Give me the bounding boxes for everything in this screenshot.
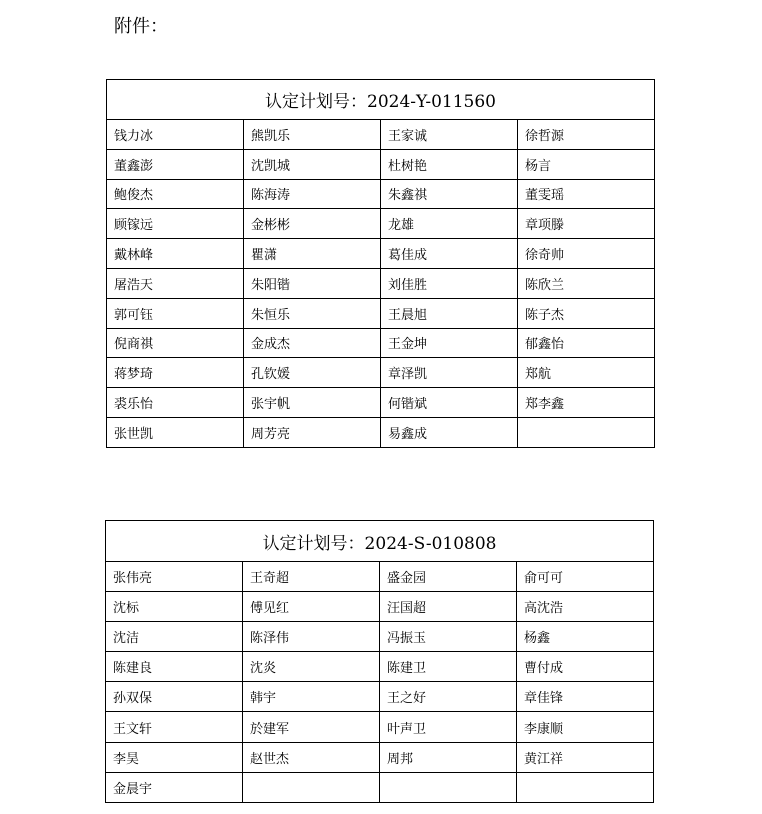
name-cell: 孙双保 bbox=[106, 682, 243, 712]
name-cell: 龙雄 bbox=[381, 209, 518, 239]
name-cell: 曹付成 bbox=[517, 652, 654, 682]
name-cell: 周芳亮 bbox=[244, 417, 381, 447]
name-cell: 杨言 bbox=[518, 149, 655, 179]
name-cell: 何锴斌 bbox=[381, 388, 518, 418]
name-cell: 朱阳锴 bbox=[244, 268, 381, 298]
table-row bbox=[106, 562, 654, 592]
table-row bbox=[106, 712, 654, 742]
name-cell: 董鑫澎 bbox=[107, 149, 244, 179]
table-row bbox=[107, 358, 655, 388]
name-cell: 王奇超 bbox=[243, 562, 380, 592]
table-row bbox=[107, 179, 655, 209]
name-cell: 章泽凯 bbox=[381, 358, 518, 388]
name-cell bbox=[380, 772, 517, 802]
name-cell: 黄江祥 bbox=[517, 742, 654, 772]
name-cell: 冯振玉 bbox=[380, 622, 517, 652]
name-cell: 张世凯 bbox=[107, 417, 244, 447]
table-row bbox=[106, 742, 654, 772]
table-row bbox=[107, 239, 655, 269]
name-cell: 刘佳胜 bbox=[381, 268, 518, 298]
name-cell: 陈泽伟 bbox=[243, 622, 380, 652]
name-cell: 周邦 bbox=[380, 742, 517, 772]
name-cell: 李康顺 bbox=[517, 712, 654, 742]
name-cell: 屠浩天 bbox=[107, 268, 244, 298]
name-cell: 於建军 bbox=[243, 712, 380, 742]
name-cell: 沈洁 bbox=[106, 622, 243, 652]
name-cell: 赵世杰 bbox=[243, 742, 380, 772]
name-cell: 葛佳成 bbox=[381, 239, 518, 269]
name-cell: 沈炎 bbox=[243, 652, 380, 682]
name-cell: 俞可可 bbox=[517, 562, 654, 592]
name-cell: 陈欣兰 bbox=[518, 268, 655, 298]
name-cell: 沈凯城 bbox=[244, 149, 381, 179]
name-cell: 金彬彬 bbox=[244, 209, 381, 239]
table-row bbox=[107, 268, 655, 298]
plan-table-1-title: 认定计划号：2024-Y-011560 bbox=[107, 80, 655, 120]
name-cell: 董雯瑶 bbox=[518, 179, 655, 209]
name-cell: 陈海涛 bbox=[244, 179, 381, 209]
name-cell: 裘乐怡 bbox=[107, 388, 244, 418]
name-cell: 叶声卫 bbox=[380, 712, 517, 742]
name-cell: 王金坤 bbox=[381, 328, 518, 358]
name-cell: 蒋梦琦 bbox=[107, 358, 244, 388]
name-cell: 汪国超 bbox=[380, 592, 517, 622]
name-cell: 郑李鑫 bbox=[518, 388, 655, 418]
name-cell: 章项滕 bbox=[518, 209, 655, 239]
table-row bbox=[106, 592, 654, 622]
plan-table-2-title: 认定计划号：2024-S-010808 bbox=[106, 521, 654, 562]
name-cell: 高沈浩 bbox=[517, 592, 654, 622]
table-row bbox=[107, 328, 655, 358]
table-row bbox=[106, 652, 654, 682]
table-row bbox=[107, 120, 655, 150]
name-cell: 王之好 bbox=[380, 682, 517, 712]
table-row bbox=[106, 772, 654, 802]
name-cell bbox=[243, 772, 380, 802]
name-cell: 陈建卫 bbox=[380, 652, 517, 682]
name-cell: 傅见红 bbox=[243, 592, 380, 622]
table-row bbox=[106, 682, 654, 712]
table-row bbox=[107, 209, 655, 239]
table-row bbox=[107, 388, 655, 418]
name-cell: 陈子杰 bbox=[518, 298, 655, 328]
name-cell: 熊凯乐 bbox=[244, 120, 381, 150]
name-cell: 鲍俊杰 bbox=[107, 179, 244, 209]
name-cell: 瞿潇 bbox=[244, 239, 381, 269]
name-cell: 朱恒乐 bbox=[244, 298, 381, 328]
name-cell: 金晨宇 bbox=[106, 772, 243, 802]
plan-table-2-header bbox=[106, 521, 654, 562]
plan-table-1-body bbox=[107, 120, 655, 448]
name-cell: 杨鑫 bbox=[517, 622, 654, 652]
name-cell: 易鑫成 bbox=[381, 417, 518, 447]
name-cell: 顾镓远 bbox=[107, 209, 244, 239]
plan-table-1 bbox=[106, 79, 655, 448]
name-cell: 杜树艳 bbox=[381, 149, 518, 179]
plan-table-1-header bbox=[107, 80, 655, 120]
name-cell: 孔钦媛 bbox=[244, 358, 381, 388]
table-row bbox=[107, 417, 655, 447]
name-cell: 徐哲源 bbox=[518, 120, 655, 150]
name-cell: 沈标 bbox=[106, 592, 243, 622]
name-cell: 盛金园 bbox=[380, 562, 517, 592]
name-cell: 郁鑫怡 bbox=[518, 328, 655, 358]
name-cell: 王晨旭 bbox=[381, 298, 518, 328]
name-cell: 倪商祺 bbox=[107, 328, 244, 358]
name-cell: 王家诚 bbox=[381, 120, 518, 150]
name-cell: 章佳锋 bbox=[517, 682, 654, 712]
name-cell: 朱鑫祺 bbox=[381, 179, 518, 209]
table-row bbox=[107, 149, 655, 179]
name-cell: 郭可钰 bbox=[107, 298, 244, 328]
name-cell: 韩宇 bbox=[243, 682, 380, 712]
table-row bbox=[107, 298, 655, 328]
name-cell: 张伟亮 bbox=[106, 562, 243, 592]
plan-table-2 bbox=[105, 520, 654, 803]
name-cell: 郑航 bbox=[518, 358, 655, 388]
name-cell: 钱力冰 bbox=[107, 120, 244, 150]
name-cell: 李昊 bbox=[106, 742, 243, 772]
name-cell bbox=[518, 417, 655, 447]
name-cell: 金成杰 bbox=[244, 328, 381, 358]
name-cell bbox=[517, 772, 654, 802]
attachment-label: 附件： bbox=[114, 16, 168, 37]
name-cell: 陈建良 bbox=[106, 652, 243, 682]
table-row bbox=[106, 622, 654, 652]
name-cell: 戴林峰 bbox=[107, 239, 244, 269]
plan-table-2-body bbox=[106, 562, 654, 803]
name-cell: 张宇帆 bbox=[244, 388, 381, 418]
name-cell: 徐奇帅 bbox=[518, 239, 655, 269]
name-cell: 王文轩 bbox=[106, 712, 243, 742]
